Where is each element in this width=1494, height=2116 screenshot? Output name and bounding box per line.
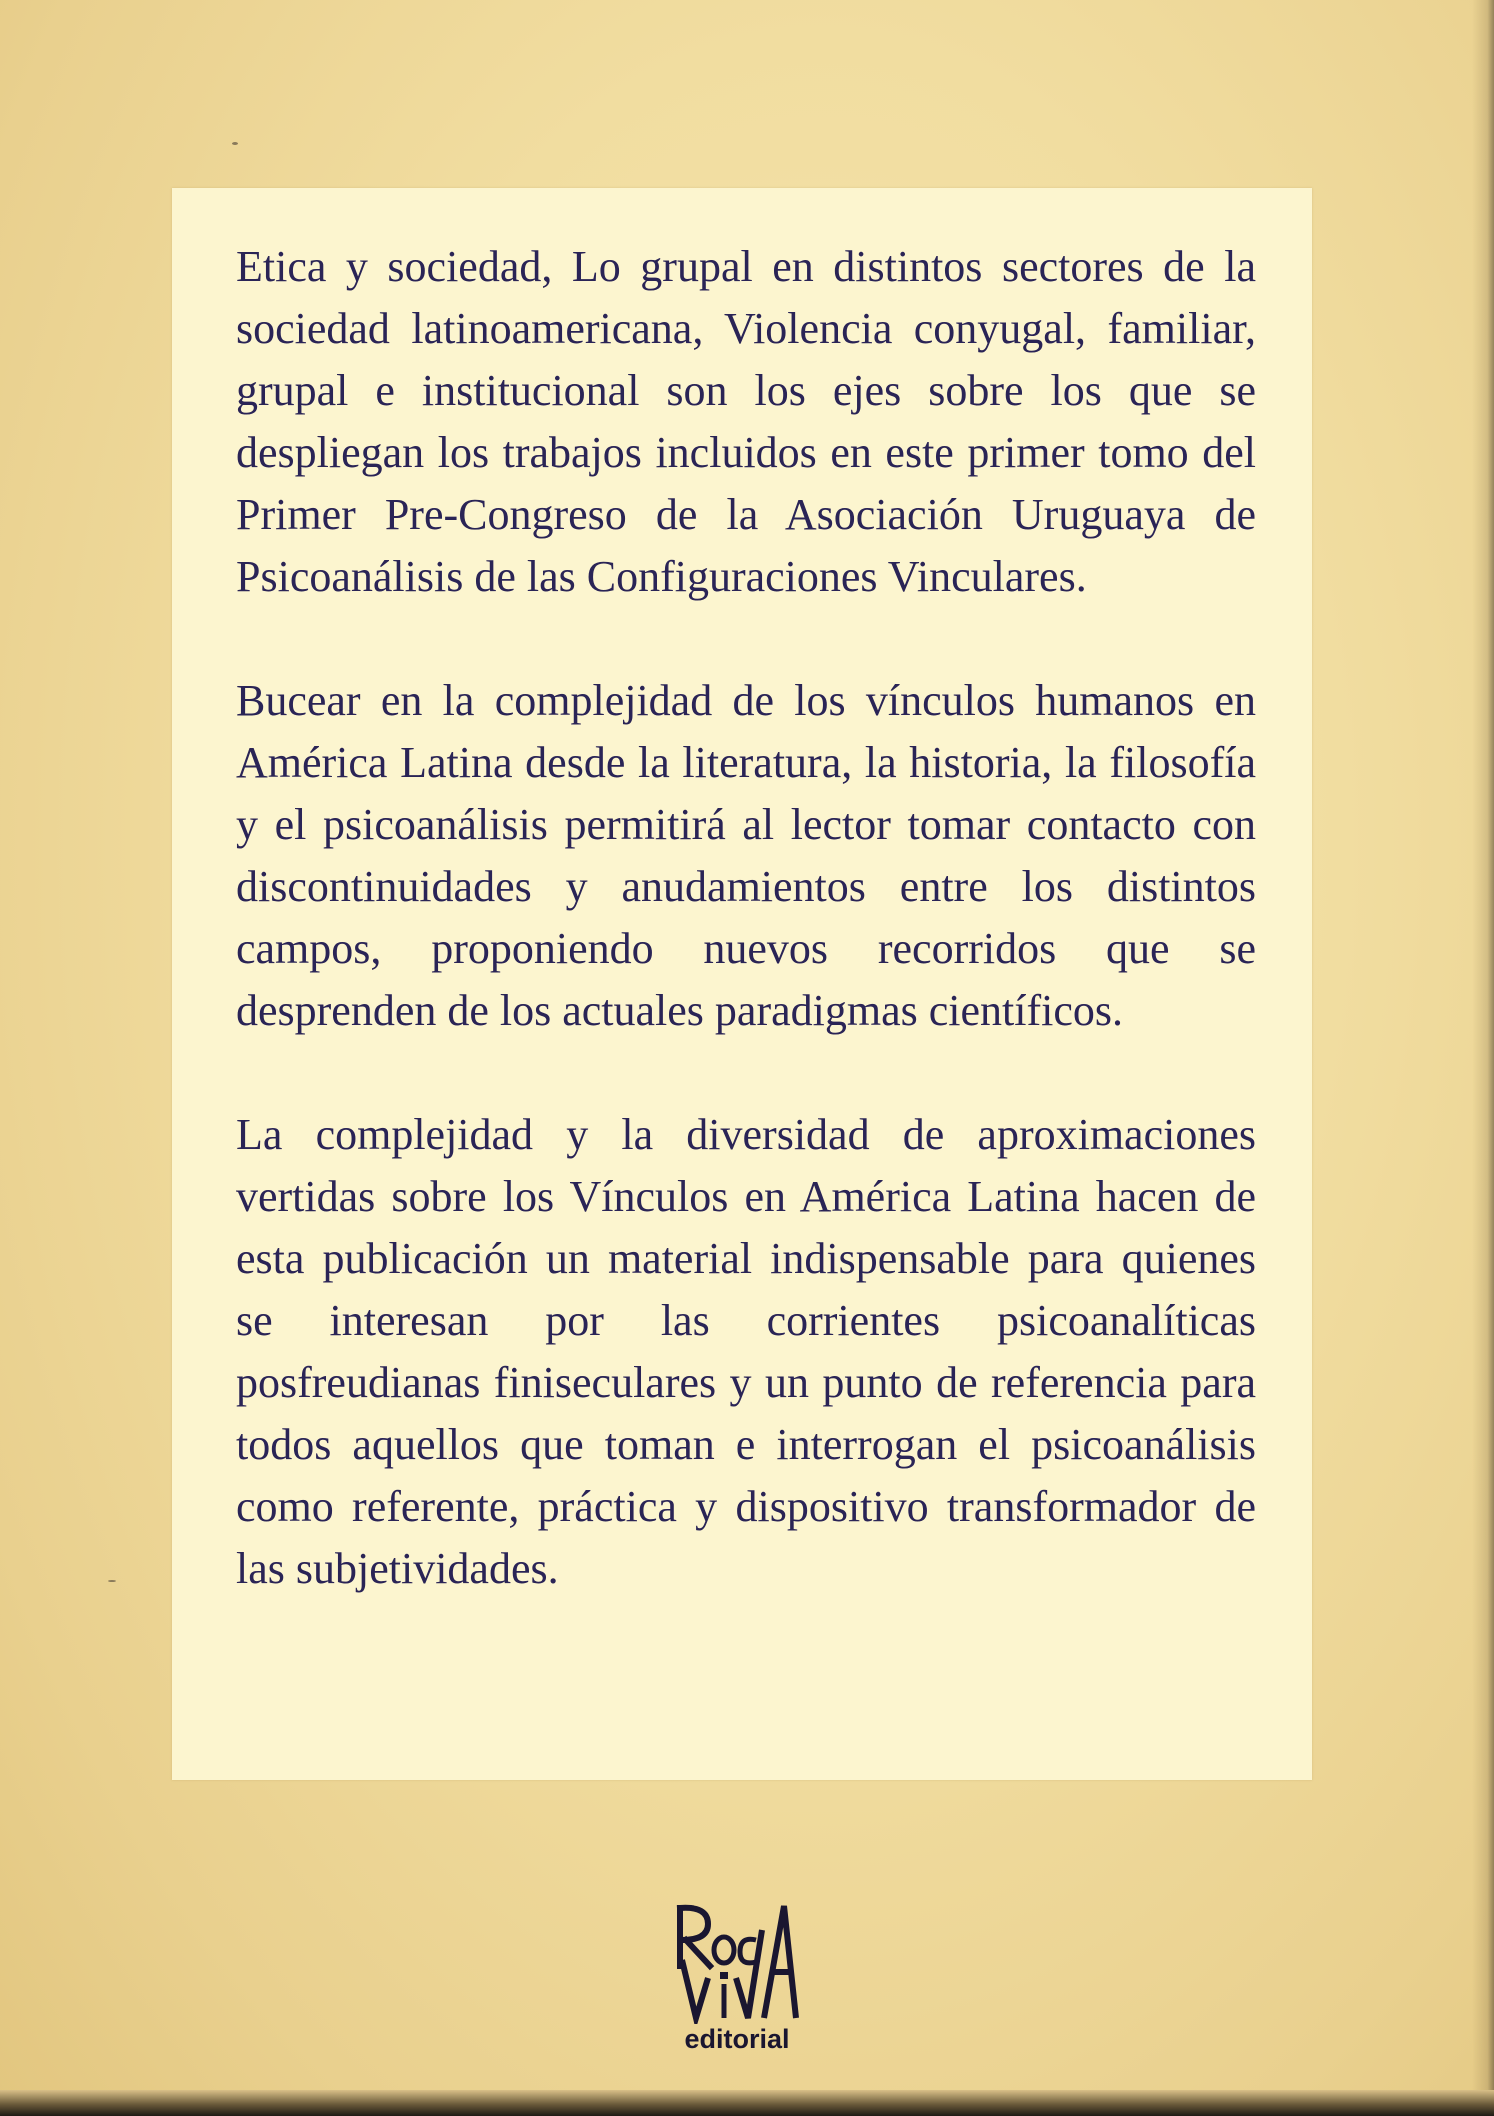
blurb-paragraph-3: La complejidad y la diversidad de aproximaciones vertidas sobre los Vínculos en América Latina hacen de esta publicación un material indispensable para quienes se interesan por las corrientes psicoanalíticas posfreudianas finiseculares y un punto de referencia para todos aquellos que toman e interrogan el psicoanálisis como referente, práctica y dispositivo transformador de las subjetividades. (236, 1110, 1256, 1593)
publisher-logo (672, 1900, 802, 2060)
publisher-wordmark: editorial (684, 2024, 790, 2054)
cover-right-edge (1472, 0, 1494, 2116)
cover-bottom-edge (0, 2090, 1494, 2116)
print-speck (232, 142, 238, 145)
print-speck (108, 1580, 116, 1582)
roca-viva-logo-mark (672, 1900, 802, 2024)
blurb-paragraph-1: Etica y sociedad, Lo grupal en distintos sectores de la sociedad latinoamericana, Violencia conyugal, familiar, grupal e institucional son los ejes sobre los que se despliegan los trabajos incluidos en este primer tomo del Primer Pre-Congreso de la Asociación Uruguaya de Psicoanálisis de las Configuraciones Vinculares. (236, 242, 1256, 601)
blurb-paragraph-2: Bucear en la complejidad de los vínculos humanos en América Latina desde la literatura, la historia, la filosofía y el psicoanálisis permitirá al lector tomar contacto con discontinuidades y anudamientos entre los distintos campos, proponiendo nuevos recorridos que se desprenden de los actuales paradigmas científicos. (236, 676, 1256, 1035)
back-cover-blurb (236, 236, 1256, 1600)
